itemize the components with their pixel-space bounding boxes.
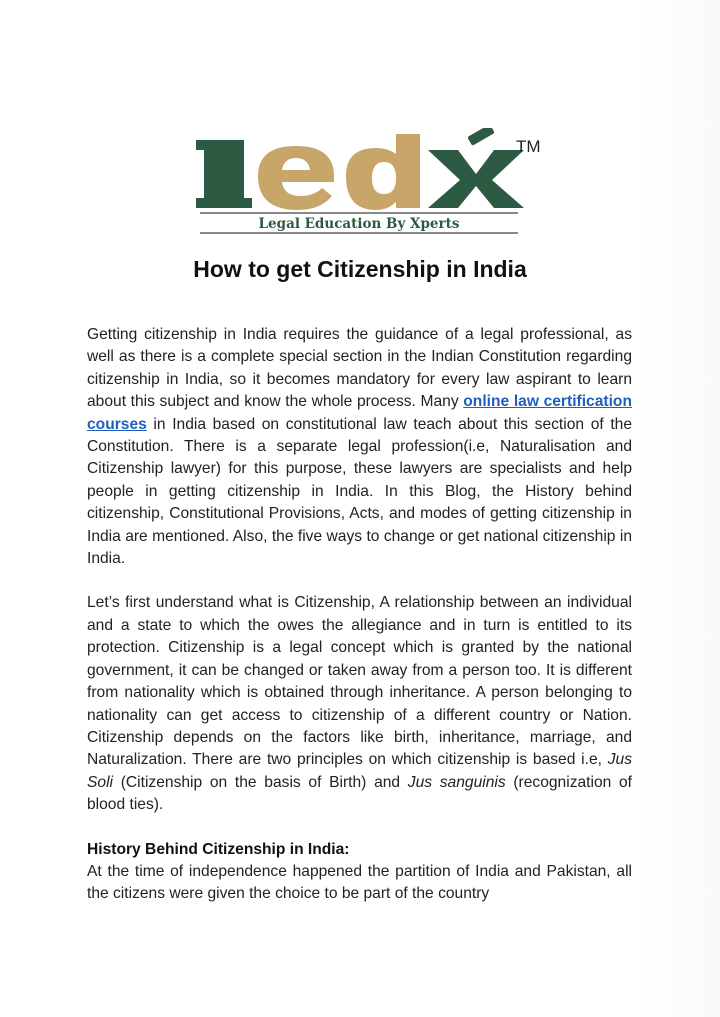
page-edge-shade: [640, 0, 720, 1017]
page-title: How to get Citizenship in India: [193, 256, 527, 282]
logo-tagline: Legal Education By Xperts: [258, 216, 460, 232]
intro-text-end: in India based on constitutional law teach about this section of the Constitution. There is a separate legal profession(i.e, Naturalisation and Citizenship lawyer) for this purpose, these lawyers are specialists and help people in getting citizenship in India. In this Blog, the History behind citizenship, Constitutional Provisions, Acts, and modes of getting citizenship in India are mentioned. Also, the five ways to change or get national citizenship in India.: [87, 415, 632, 568]
ledx-logo: [196, 128, 556, 236]
citizenship-definition-paragraph: [87, 592, 632, 816]
ledx-logo-graphic: [196, 128, 556, 236]
term-jus-soli: Jus Soli: [87, 751, 632, 791]
history-paragraph: At the time of independence happened the partition of India and Pakistan, all the citizens were given the choice to be part of the country: [87, 862, 632, 903]
term-jus-sanguinis: Jus sanguinis: [407, 773, 506, 791]
trademark-mark: TM: [516, 137, 541, 156]
intro-text-start: Getting citizenship in India requires the guidance of a legal professional, as well as there is a complete special section in the Indian Constitution regarding citizenship in India, so it becomes mandatory for every law aspirant to learn about this subject and know the whole process. Many: [87, 326, 632, 411]
definition-text-c: (recognization of blood ties).: [87, 773, 633, 814]
certification-courses-link[interactable]: online law certification courses: [87, 393, 632, 433]
definition-text-b: (Citizenship on the basis of Birth) and: [113, 773, 408, 791]
history-section-heading: History Behind Citizenship in India:: [87, 840, 350, 858]
definition-text-a: Let’s first understand what is Citizenship, A relationship between an individual and a state to which the owes the allegiance and in turn is entitled to its protection. Citizenship is a legal concept which is granted by the national government, it can be changed or taken away from a person too. It is different from nationality which is obtained through inheritance. A person belonging to nationality can get access to citizenship of a different country or Nation. Citizenship depends on the factors like birth, inheritance, marriage, and Naturalization. There are two principles on which citizenship is based i.e,: [87, 594, 632, 769]
intro-paragraph: [87, 324, 632, 570]
article-body: [87, 324, 632, 906]
